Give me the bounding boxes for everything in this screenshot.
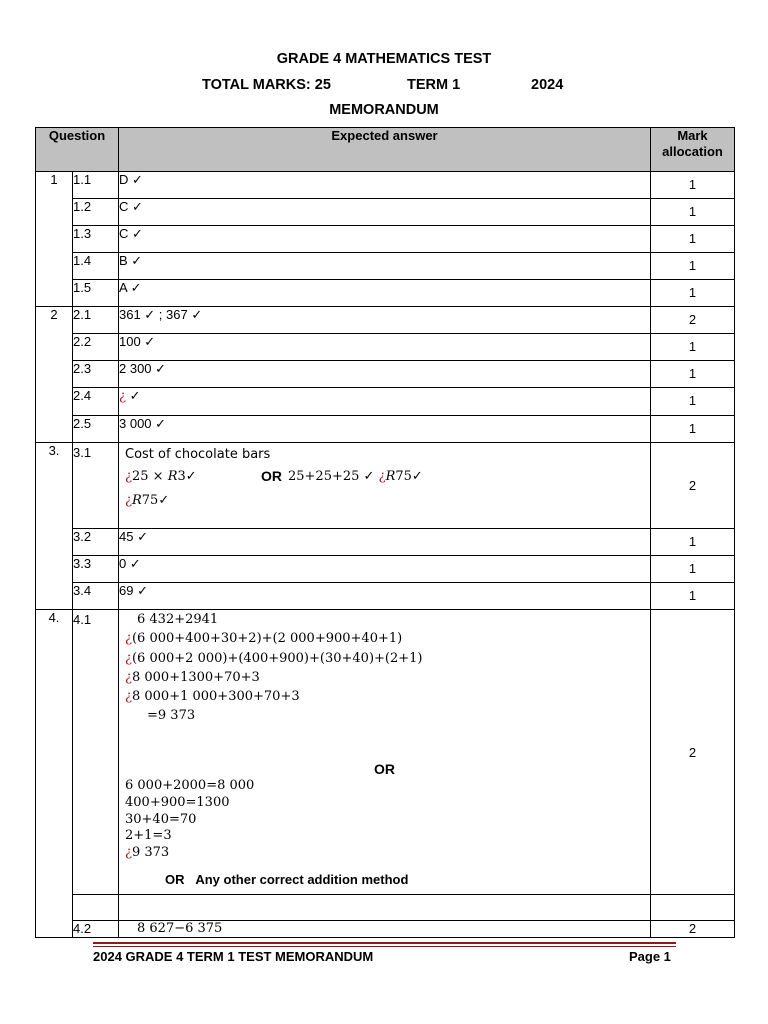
expr-part: 25 × — [131, 469, 168, 484]
placeholder-glyph: ¿ — [125, 493, 132, 508]
question-number: 3. — [36, 443, 73, 610]
sub-question: 1.4 — [73, 253, 119, 280]
mark-cell: 2 — [651, 610, 735, 895]
answer-cell: 8 627−6 375 — [119, 921, 651, 938]
year-label: 2024 — [531, 77, 564, 93]
answer-cell: 0 ✓ — [119, 556, 651, 583]
calc-expr: 8 000+1300+70+3 — [131, 669, 260, 685]
table-row — [36, 416, 735, 443]
sub-question: 1.3 — [73, 226, 119, 253]
sub-question: 2.4 — [73, 388, 119, 416]
answer-cell: A ✓ — [119, 280, 651, 307]
placeholder-glyph: ¿ — [125, 689, 132, 705]
table-row-empty — [36, 895, 735, 921]
answer-cell: 45 ✓ — [119, 529, 651, 556]
answer-column-header: Expected answer — [119, 128, 651, 172]
mark-cell: 1 — [651, 280, 735, 307]
mark-cell: 2 — [651, 443, 735, 529]
answer-cell: 69 ✓ — [119, 583, 651, 610]
answer-cell — [119, 388, 651, 416]
sub-question: 2.5 — [73, 416, 119, 443]
tick-mark: ✓ — [125, 388, 141, 403]
expr-part: 75✓ — [395, 469, 423, 484]
marks-column-header: Mark allocation — [651, 128, 735, 172]
footer-title: 2024 GRADE 4 TERM 1 TEST MEMORANDUM — [93, 949, 374, 964]
table-row — [36, 443, 735, 529]
question-number: 4. — [36, 610, 73, 938]
sub-question: 2.3 — [73, 361, 119, 388]
calc-line — [125, 649, 650, 668]
placeholder-glyph: ¿ — [125, 469, 132, 484]
sub-question: 3.1 — [73, 443, 119, 529]
or-label: OR — [374, 761, 395, 777]
sub-question: 4.1 — [73, 610, 119, 895]
memorandum-table — [35, 127, 735, 938]
placeholder-glyph: ¿ — [119, 389, 126, 404]
expr-currency: R — [167, 469, 178, 484]
placeholder-glyph: ¿ — [378, 469, 386, 484]
mark-cell: 1 — [651, 388, 735, 416]
calc-expr: 8 000+1 000+300+70+3 — [131, 689, 300, 705]
question-number: 2 — [36, 307, 73, 443]
answer-cell: 361 ✓ ; 367 ✓ — [119, 307, 651, 334]
mark-cell: 1 — [651, 556, 735, 583]
mark-cell: 1 — [651, 529, 735, 556]
calc-line: 2+1=3 — [125, 828, 172, 844]
sub-question: 3.2 — [73, 529, 119, 556]
question-number: 1 — [36, 172, 73, 307]
expr-part: 75✓ — [141, 493, 170, 508]
alternative-text: Any other correct addition method — [195, 872, 409, 887]
sub-question: 2.2 — [73, 334, 119, 361]
answer-line-2 — [125, 491, 650, 508]
calc-expr: (6 000+2 000)+(400+900)+(30+40)+(2+1) — [131, 650, 423, 666]
table-row — [36, 199, 735, 226]
answer-cell: B ✓ — [119, 253, 651, 280]
test-title: GRADE 4 MATHEMATICS TEST — [276, 51, 492, 67]
mark-cell: 1 — [651, 416, 735, 443]
working-method-2 — [125, 778, 254, 862]
or-label: OR — [165, 872, 185, 887]
calc-line: 400+900=1300 — [125, 794, 230, 810]
table-row — [36, 172, 735, 199]
answer-cell: C ✓ — [119, 199, 651, 226]
placeholder-glyph: ¿ — [125, 631, 132, 647]
mark-cell: 1 — [651, 583, 735, 610]
mark-cell: 1 — [651, 253, 735, 280]
table-row — [36, 529, 735, 556]
sub-question: 3.4 — [73, 583, 119, 610]
sub-question: 1.1 — [73, 172, 119, 199]
calc-line: =9 373 — [147, 708, 196, 724]
calc-line — [125, 845, 254, 862]
answer-cell: 100 ✓ — [119, 334, 651, 361]
answer-cell — [119, 443, 651, 529]
answer-line-1 — [125, 463, 650, 491]
answer-cell: C ✓ — [119, 226, 651, 253]
mark-cell: 1 — [651, 172, 735, 199]
sub-question: 1.2 — [73, 199, 119, 226]
expr-a — [125, 469, 197, 484]
expr-part: 25+25+25 ✓ — [288, 469, 379, 484]
mark-cell: 1 — [651, 199, 735, 226]
mark-cell: 1 — [651, 226, 735, 253]
alternative-method-note — [165, 872, 408, 887]
mark-cell: 1 — [651, 361, 735, 388]
expr-currency: R — [131, 493, 142, 508]
table-row — [36, 280, 735, 307]
expr-currency: R — [385, 469, 396, 484]
table-row — [36, 226, 735, 253]
or-label: OR — [261, 468, 282, 484]
term-label: TERM 1 — [407, 77, 461, 93]
page-number: Page 1 — [629, 949, 671, 964]
mark-cell: 1 — [651, 334, 735, 361]
answer-heading: Cost of chocolate bars — [125, 447, 271, 462]
placeholder-glyph: ¿ — [125, 650, 132, 666]
mark-cell: 2 — [651, 921, 735, 938]
calc-line — [125, 629, 650, 648]
table-row — [36, 307, 735, 334]
table-row — [36, 253, 735, 280]
expr-part: 3✓ — [177, 469, 197, 484]
table-row — [36, 361, 735, 388]
footer-divider — [93, 946, 676, 947]
table-row — [36, 921, 735, 938]
calc-line: 30+40=70 — [125, 811, 197, 827]
calc-line — [125, 668, 650, 687]
sub-question: 3.3 — [73, 556, 119, 583]
empty-cell — [119, 895, 651, 921]
answer-cell — [119, 610, 651, 895]
answer-cell: 2 300 ✓ — [119, 361, 651, 388]
calc-expr: (6 000+400+30+2)+(2 000+900+40+1) — [131, 631, 403, 647]
table-row — [36, 334, 735, 361]
placeholder-glyph: ¿ — [125, 845, 132, 861]
expr-b — [288, 469, 423, 484]
memorandum-subtitle: MEMORANDUM — [329, 102, 439, 118]
calc-line: 6 432+2941 — [137, 612, 219, 627]
sub-question: 1.5 — [73, 280, 119, 307]
sub-question: 2.1 — [73, 307, 119, 334]
placeholder-glyph: ¿ — [125, 669, 132, 685]
calc-line — [125, 687, 650, 706]
empty-cell — [651, 895, 735, 921]
sub-question: 4.2 — [73, 921, 119, 938]
table-row — [36, 610, 735, 895]
table-row — [36, 583, 735, 610]
working-method-1 — [125, 610, 650, 726]
answer-cell: D ✓ — [119, 172, 651, 199]
mark-cell: 2 — [651, 307, 735, 334]
question-column-header: Question — [36, 128, 119, 172]
footer-divider — [93, 942, 676, 944]
table-row — [36, 556, 735, 583]
answer-cell: 3 000 ✓ — [119, 416, 651, 443]
table-header-row — [36, 128, 735, 172]
calc-expr: 9 373 — [131, 845, 170, 861]
empty-cell — [73, 895, 119, 921]
calc-line: 6 000+2000=8 000 — [125, 778, 255, 793]
total-marks: TOTAL MARKS: 25 — [202, 77, 331, 93]
table-row — [36, 388, 735, 416]
